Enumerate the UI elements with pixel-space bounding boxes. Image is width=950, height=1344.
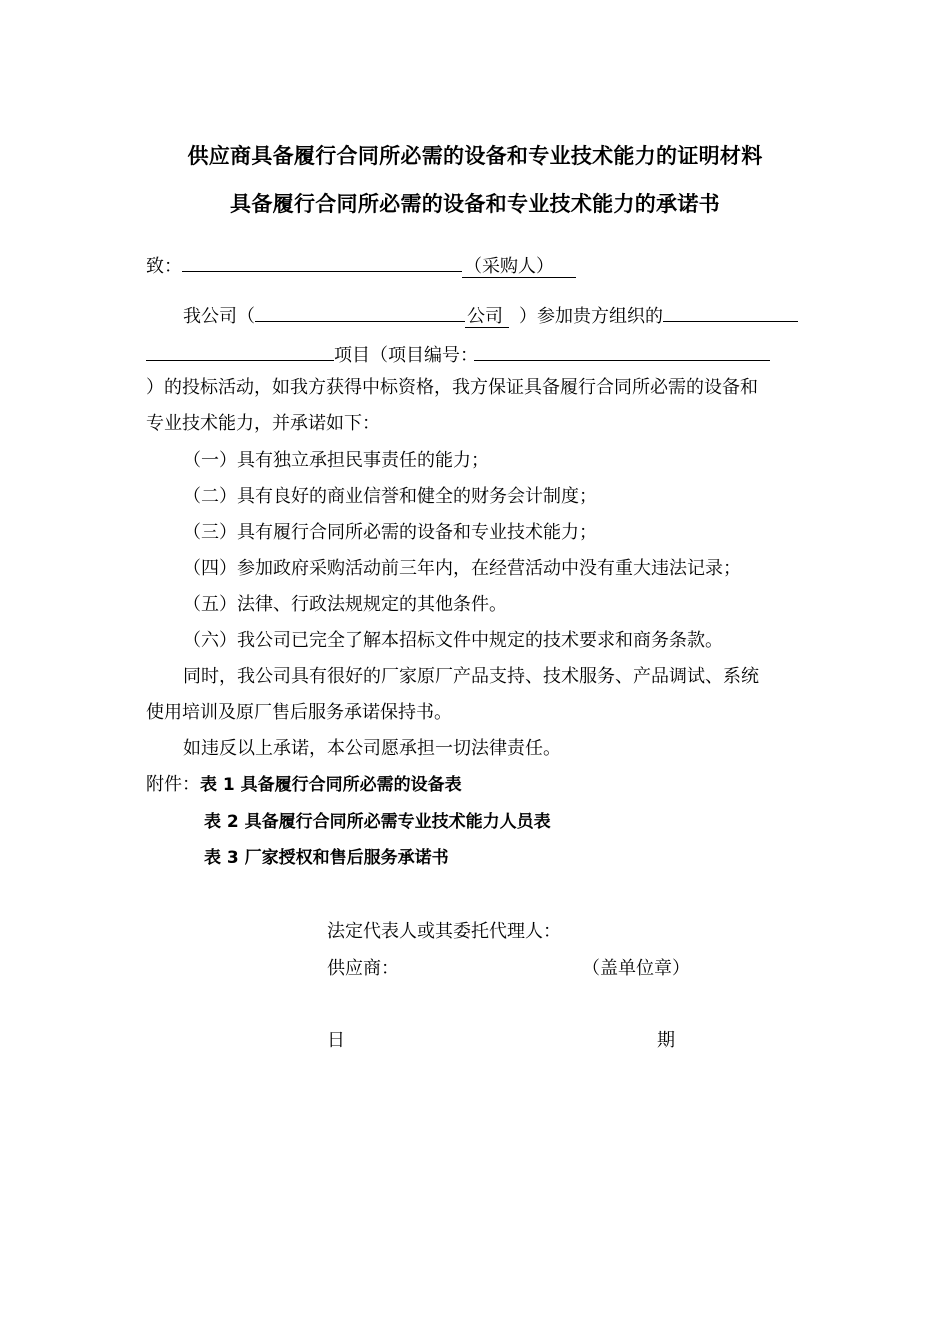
p1-mid: ）参加贵方组织的 xyxy=(519,306,663,327)
project-blank xyxy=(146,340,334,361)
p1-line2 xyxy=(146,340,770,368)
company-label: 公司 xyxy=(465,306,509,328)
addressee-prefix: 致： xyxy=(146,256,182,277)
p2-line1: 同时，我公司具有很好的厂家原厂产品支持、技术服务、产品调试、系统 xyxy=(183,666,759,687)
p1-line3: ）的投标活动，如我方获得中标资格，我方保证具备履行合同所必需的设备和 xyxy=(146,377,758,398)
commitment-item-3: （三）具有履行合同所必需的设备和专业技术能力； xyxy=(183,522,597,543)
attachments-line xyxy=(146,773,462,797)
commitment-item-1: （一）具有独立承担民事责任的能力； xyxy=(183,450,489,471)
purchaser-label: （采购人） xyxy=(462,256,576,278)
date-period-label: 期 xyxy=(657,1030,675,1051)
main-title: 供应商具备履行合同所必需的设备和专业技术能力的证明材料 xyxy=(187,144,763,168)
attachments-label: 附件： xyxy=(146,774,200,795)
purchaser-blank xyxy=(182,251,462,272)
p3-line: 如违反以上承诺，本公司愿承担一切法律责任。 xyxy=(183,738,561,759)
commitment-item-2: （二）具有良好的商业信誉和健全的财务会计制度； xyxy=(183,486,597,507)
date-day-label: 日 xyxy=(327,1030,345,1051)
addressee-line xyxy=(146,251,576,279)
attachment-1: 表 1 具备履行合同所必需的设备表 xyxy=(200,775,462,795)
attachment-2: 表 2 具备履行合同所必需专业技术能力人员表 xyxy=(204,812,551,832)
commitment-item-4: （四）参加政府采购活动前三年内，在经营活动中没有重大违法记录； xyxy=(183,558,741,579)
p1-prefix: 我公司（ xyxy=(183,306,255,327)
commitment-item-6: （六）我公司已完全了解本招标文件中规定的技术要求和商务条款。 xyxy=(183,630,723,651)
p1-line4: 专业技术能力，并承诺如下： xyxy=(146,413,380,434)
p2-line2: 使用培训及原厂售后服务承诺保持书。 xyxy=(146,702,452,723)
attachment-3: 表 3 厂家授权和售后服务承诺书 xyxy=(204,848,449,868)
representative-label: 法定代表人或其委托代理人： xyxy=(327,921,561,942)
organizer-blank xyxy=(663,301,798,322)
supplier-label: 供应商： xyxy=(327,958,399,979)
seal-label: （盖单位章） xyxy=(582,958,690,979)
commitment-item-5: （五）法律、行政法规规定的其他条件。 xyxy=(183,594,507,615)
sub-title: 具备履行合同所必需的设备和专业技术能力的承诺书 xyxy=(230,192,720,216)
company-blank xyxy=(255,301,465,322)
p1-line1 xyxy=(183,301,798,329)
project-label: 项目（项目编号： xyxy=(334,345,478,366)
project-number-blank xyxy=(474,340,770,361)
